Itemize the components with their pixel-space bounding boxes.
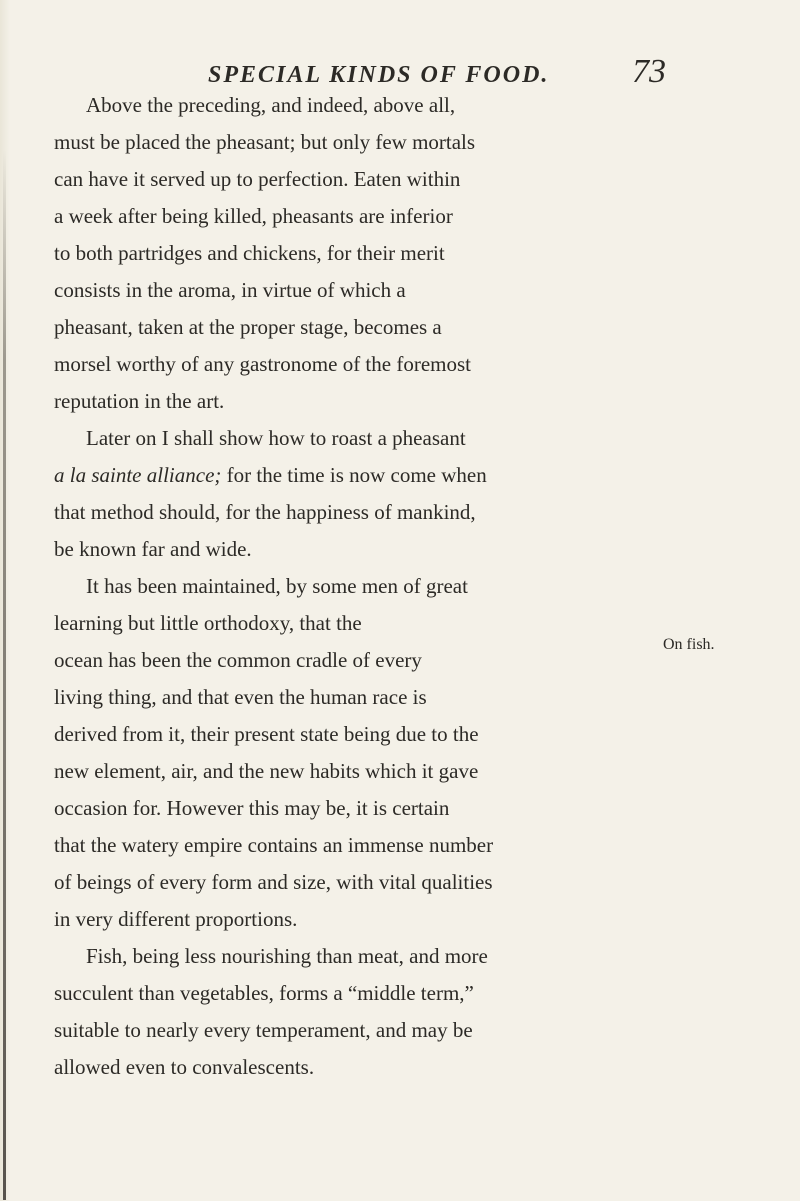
- text-line: allowed even to convalescents.: [54, 1055, 315, 1079]
- page-number: 73: [632, 53, 666, 90]
- text-line: can have it served up to perfection. Eaten within: [54, 167, 461, 191]
- text-line: living thing, and that even the human race is: [54, 685, 427, 709]
- text-line: Above the preceding, and indeed, above all,: [86, 93, 456, 117]
- text-line: suitable to nearly every temperament, and may be: [54, 1018, 473, 1042]
- text-line: to both partridges and chickens, for their merit: [54, 241, 445, 265]
- text-line: be known far and wide.: [54, 537, 252, 561]
- margin-note: On fish.: [663, 636, 715, 653]
- text-line: derived from it, their present state being due to the: [54, 722, 479, 746]
- text-line: in very different proportions.: [54, 907, 298, 931]
- binding-edge: [0, 0, 10, 1201]
- text-line: that the watery empire contains an immense number: [54, 833, 494, 857]
- text-line-rest: for the time is now come when: [226, 463, 487, 487]
- text-line: new element, air, and the new habits which it gave: [54, 759, 479, 783]
- running-header: [0, 42, 800, 92]
- running-head-title: SPECIAL KINDS OF FOOD.: [208, 62, 550, 88]
- text-line: It has been maintained, by some men of great: [86, 574, 468, 598]
- text-line: [54, 460, 487, 490]
- text-line: Later on I shall show how to roast a pheasant: [86, 426, 466, 450]
- text-line: morsel worthy of any gastronome of the foremost: [54, 352, 471, 376]
- text-line: that method should, for the happiness of mankind,: [54, 500, 476, 524]
- text-line: pheasant, taken at the proper stage, becomes a: [54, 315, 442, 339]
- text-line: reputation in the art.: [54, 389, 225, 413]
- text-line: consists in the aroma, in virtue of which a: [54, 278, 406, 302]
- text-line: succulent than vegetables, forms a “middle term,”: [54, 981, 474, 1005]
- text-line: a week after being killed, pheasants are inferior: [54, 204, 453, 228]
- text-line: of beings of every form and size, with vital qualities: [54, 870, 493, 894]
- text-line: learning but little orthodoxy, that the: [54, 611, 362, 635]
- text-line: must be placed the pheasant; but only few mortals: [54, 130, 476, 154]
- italic-phrase: a la sainte alliance;: [54, 463, 222, 487]
- text-line: Fish, being less nourishing than meat, and more: [86, 944, 488, 968]
- text-line: ocean has been the common cradle of every: [54, 648, 422, 672]
- text-line: occasion for. However this may be, it is certain: [54, 796, 450, 820]
